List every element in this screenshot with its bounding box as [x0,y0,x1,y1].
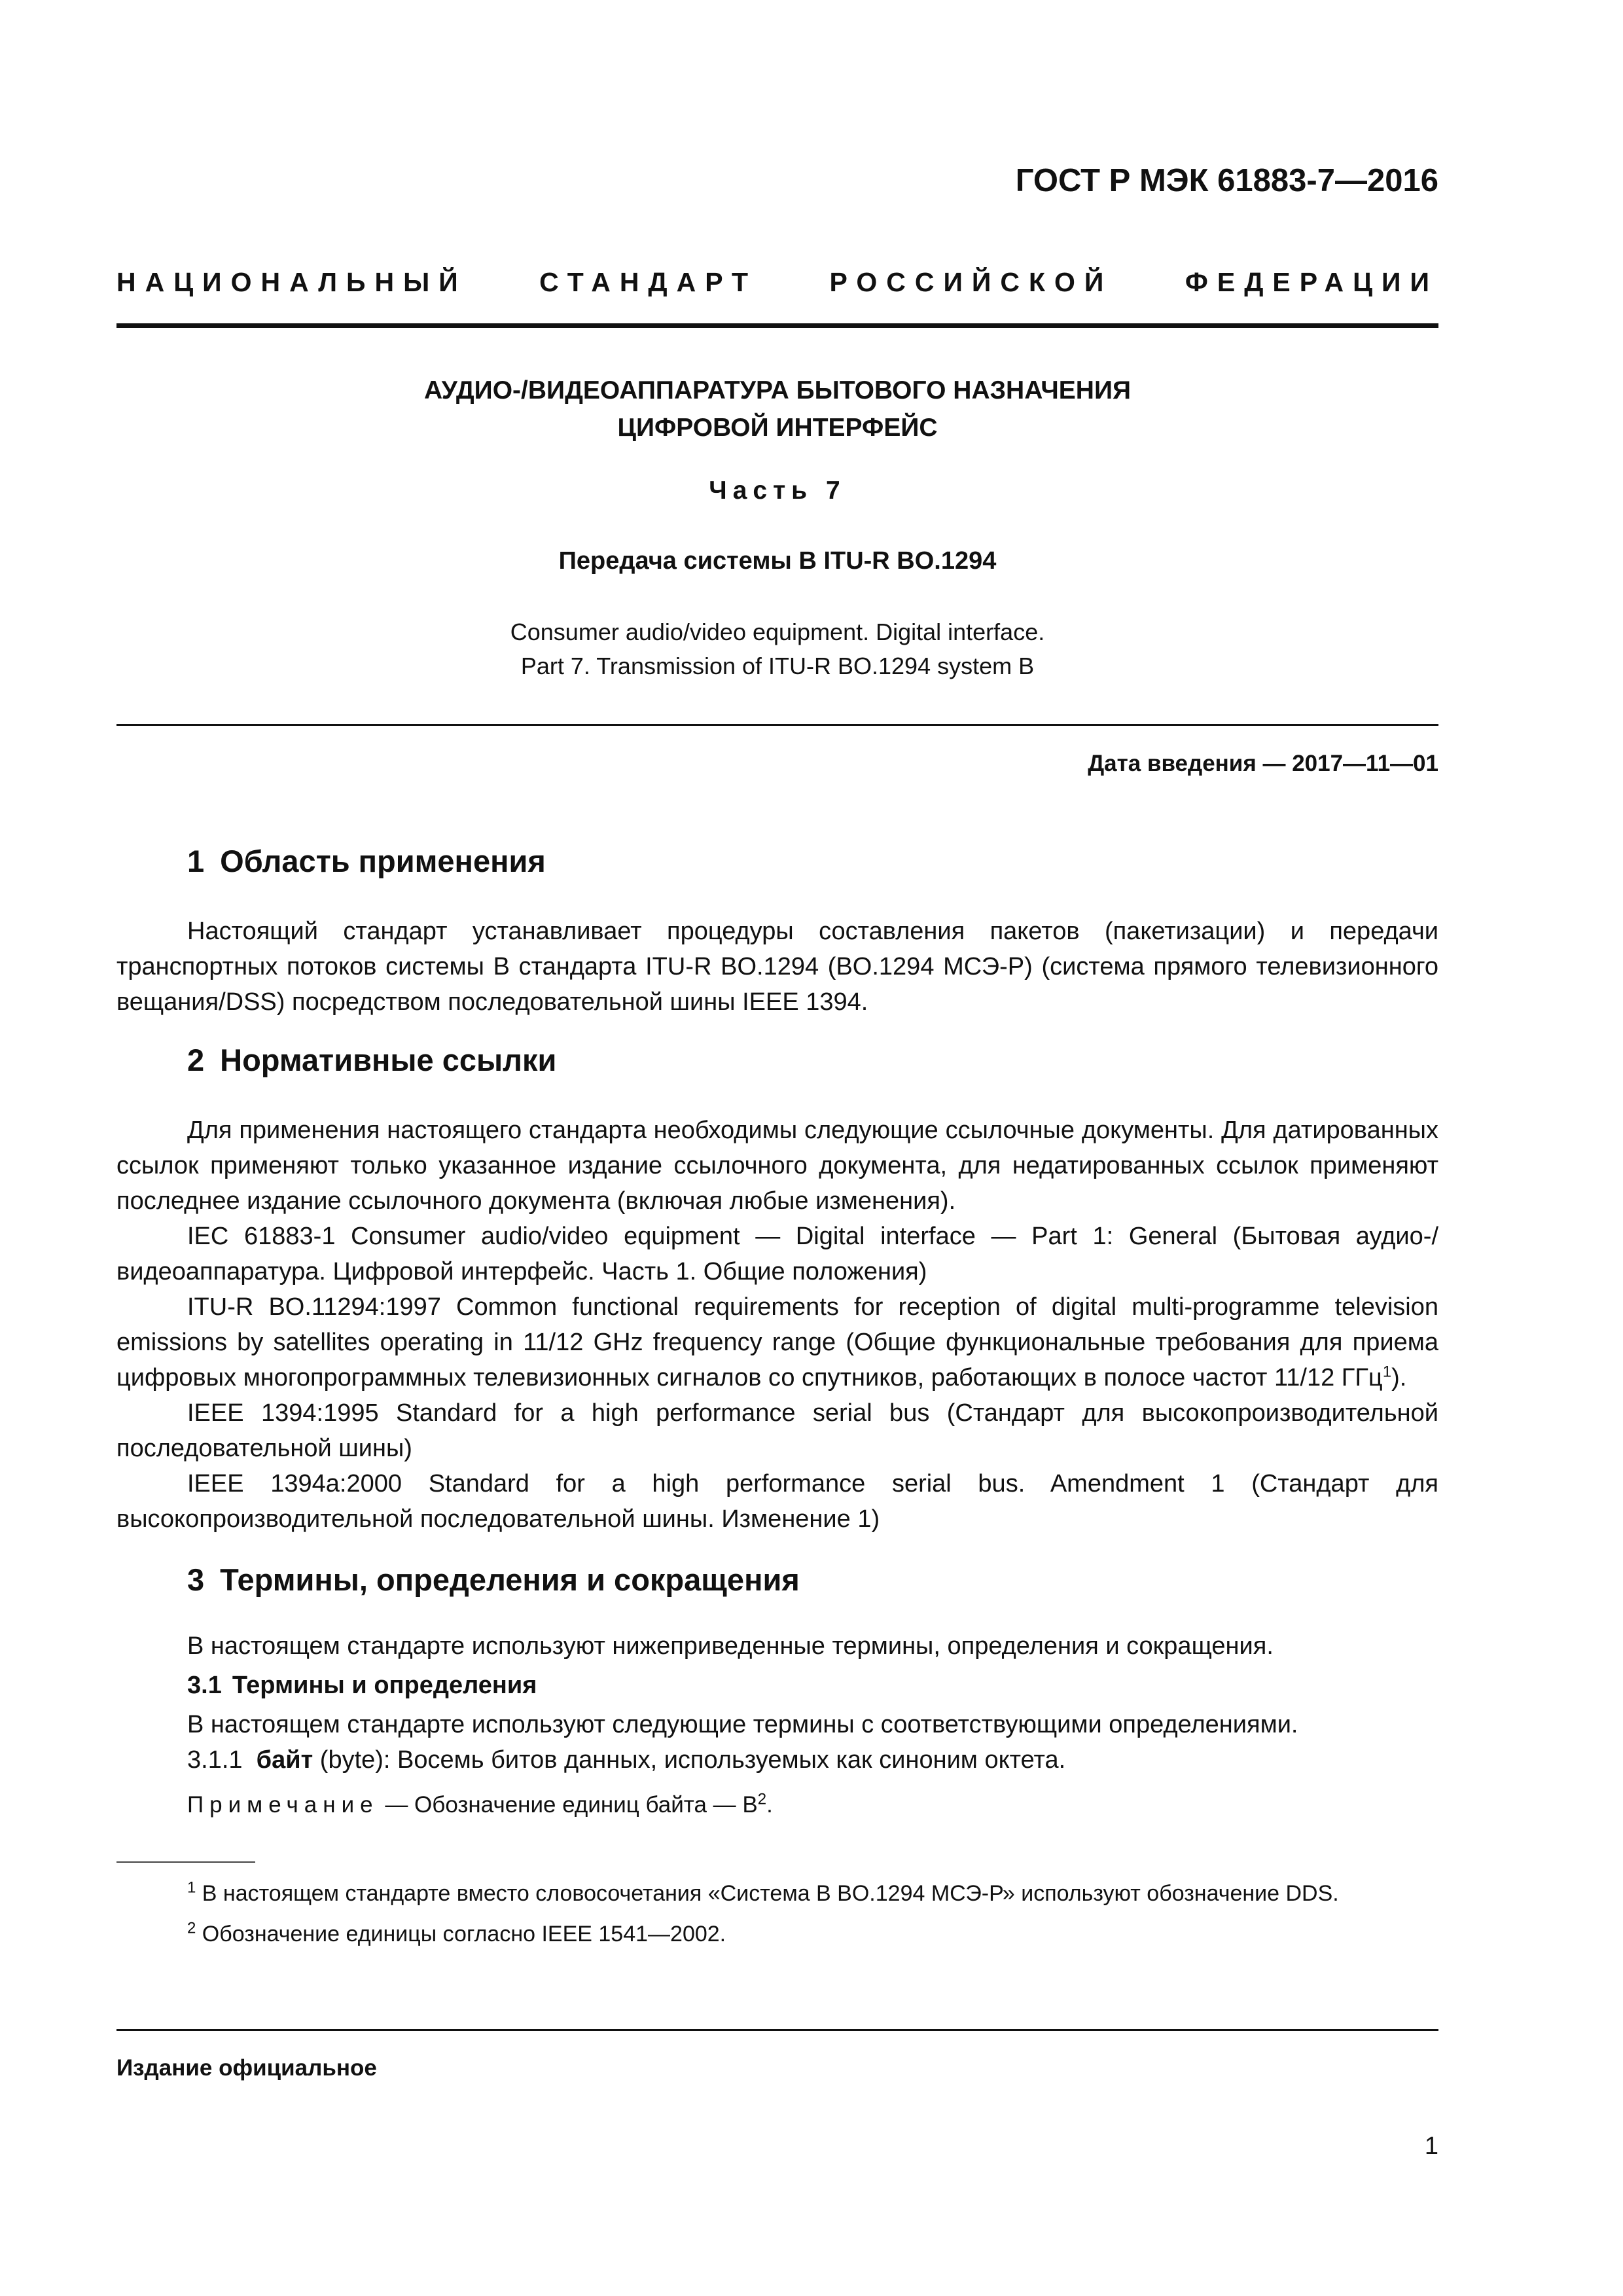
note [187,1792,773,1818]
footnote-mark: 2 [187,1919,196,1937]
part-label: Часть 7 [709,476,846,505]
title-ru-line-2: ЦИФРОВОЙ ИНТЕРФЕЙС [617,414,938,442]
footnote-text: Обозначение единицы согласно IEEE 1541—2002. [196,1922,726,1946]
footnote-rule [116,1861,255,1863]
footnote-1 [116,1877,1438,1910]
section-number: 1 [187,844,205,878]
header-rule [116,323,1438,328]
reference-text-end: ). [1391,1364,1407,1391]
reference-text: ITU-R BO.11294:1997 Common functional requirements for reception of digital multi-programme television emissions by satellites operating in 11/12 GHz frequency range (Общие функциональные требования для приема цифровых многопрограммных телевизионных сигналов со спутников, работающих в полосе частот 11/12 ГГц [116,1293,1438,1391]
gost-code: ГОСТ Р МЭК 61883-7—2016 [1015,163,1438,198]
page-number: 1 [1424,2132,1438,2160]
footnote-2 [116,1918,1438,1950]
footnote-mark: 1 [187,1878,196,1897]
section-number: 3 [187,1562,205,1597]
section-title: Область применения [220,844,546,878]
paragraph: Для применения настоящего стандарта необходимы следующие ссылочные документы. Для датированных ссылок применяют только указанное издание ссылочного документа, для недатированных ссылок применяют последнее издание ссылочного документа (включая любые изменения). [116,1117,1438,1215]
national-standard-title: НАЦИОНАЛЬНЫЙ СТАНДАРТ РОССИЙСКОЙ ФЕДЕРАЦИИ [116,267,1438,297]
section-1-body [116,914,1438,1020]
term-number: 3.1.1 [187,1746,243,1774]
term-definition [187,1746,1065,1774]
paragraph: Настоящий стандарт устанавливает процедуры составления пакетов (пакетизации) и передачи транспортных потоков системы В стандарта ITU-R BO.1294 (BO.1294 МСЭ-Р) (система прямого телевизионного вещания/DSS) посредством последовательной шины IEEE 1394. [116,918,1438,1016]
section-number: 2 [187,1043,205,1077]
section-3-heading [187,1562,800,1598]
note-label: Примечание [187,1792,379,1818]
subsection-title: Термины и определения [232,1672,537,1699]
document-title-en [116,615,1438,683]
note-text: — Обозначение единиц байта — В [378,1792,758,1818]
subsection-number: 3.1 [187,1672,222,1699]
footnote-ref: 2 [757,1790,767,1808]
section-2-heading [187,1042,556,1078]
footnote-text: В настоящем стандарте вместо словосочетания «Система В BO.1294 МСЭ-Р» используют обозначение DDS. [196,1881,1339,1906]
section-title: Термины, определения и сокращения [220,1562,800,1597]
title-en-line-1: Consumer audio/video equipment. Digital interface. [510,619,1045,645]
title-rule [116,724,1438,726]
term-text: (byte): Восемь битов данных, используемых как синоним октета. [313,1746,1066,1774]
footnote-ref: 1 [1382,1363,1392,1381]
official-edition-label: Издание официальное [116,2055,377,2081]
section-2-body [116,1113,1438,1537]
title-en-line-2: Part 7. Transmission of ITU-R BO.1294 system B [520,653,1035,679]
reference-item: IEEE 1394:1995 Standard for a high performance serial bus (Стандарт для высокопроизводительной последовательной шины) [116,1399,1438,1462]
intro-date: Дата введения — 2017—11—01 [1088,751,1438,776]
section-title: Нормативные ссылки [220,1043,557,1077]
title-ru-line-1: АУДИО-/ВИДЕОАППАРАТУРА БЫТОВОГО НАЗНАЧЕНИЯ [423,376,1132,404]
reference-item [116,1289,1438,1395]
note-end: . [766,1792,773,1818]
section-1-heading [187,843,546,879]
section-3-intro: В настоящем стандарте используют нижеприведенные термины, определения и сокращения. [187,1632,1274,1660]
document-title-ru [116,372,1438,446]
subsection-intro: В настоящем стандарте используют следующие термины с соответствующими определениями. [187,1711,1298,1738]
subsection-3-1-heading [187,1672,537,1700]
term-word: байт [256,1746,313,1774]
document-subtitle: Передача системы В ITU-R BO.1294 [558,547,997,575]
reference-item: IEC 61883-1 Consumer audio/video equipment — Digital interface — Part 1: General (Бытовая аудио-/видеоаппаратура. Цифровой интерфейс. Часть 1. Общие положения) [116,1223,1438,1285]
footnotes [116,1877,1438,1950]
reference-item: IEEE 1394a:2000 Standard for a high performance serial bus. Amendment 1 (Стандарт для высокопроизводительной последовательной шины. Изменение 1) [116,1470,1438,1533]
footer-rule [116,2029,1438,2031]
